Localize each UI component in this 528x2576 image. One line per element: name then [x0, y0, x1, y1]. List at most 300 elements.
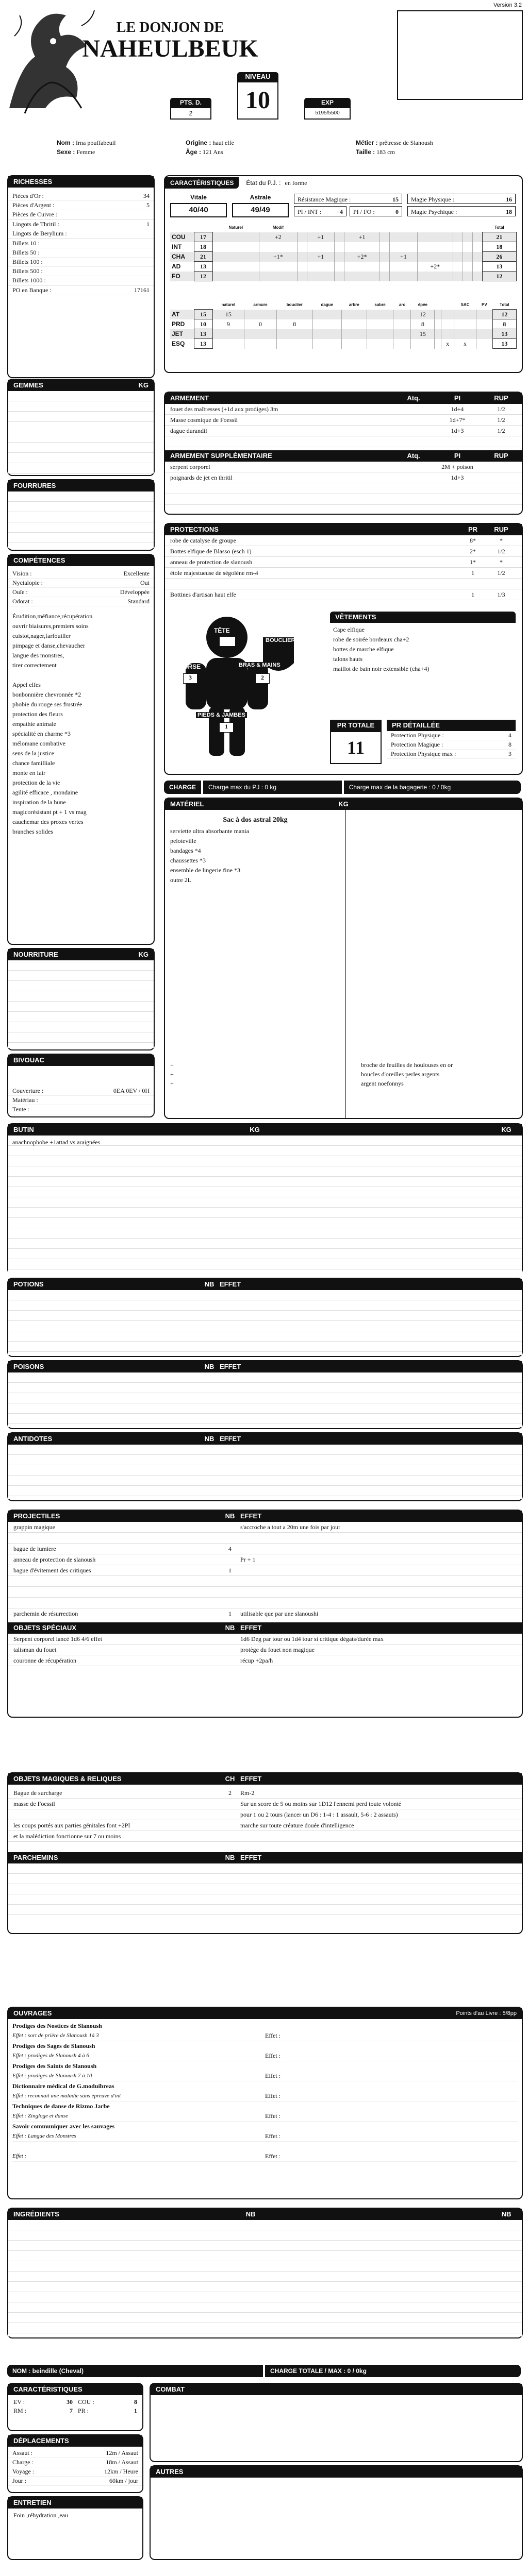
protection-pr[interactable]: 1	[471, 569, 474, 577]
ouvrage-effet[interactable]: Effet : prodiges de Slanoush 4 à 6	[12, 2053, 89, 2059]
deplacement-row-value[interactable]: 12km / Heure	[104, 2468, 138, 2475]
objet-special-nb[interactable]	[220, 1634, 240, 1644]
materiel-right-item[interactable]: argent noefonnys	[361, 1080, 404, 1087]
projectile-name[interactable]	[13, 1576, 220, 1586]
competence-item[interactable]: sens de la justice	[12, 750, 54, 757]
ouvrage-title[interactable]: Techniques de danse de Rizmo Jarbe	[12, 2103, 110, 2110]
armement-supp-name[interactable]: serpent corporel	[170, 463, 210, 470]
monture-stat-value[interactable]: 8	[134, 2398, 137, 2405]
competence-item[interactable]: protection de la vie	[12, 779, 60, 786]
stat-mod[interactable]	[259, 262, 298, 272]
projectile-nb[interactable]	[220, 1533, 240, 1543]
combat-mod[interactable]	[476, 319, 492, 329]
pieds-value[interactable]: 1	[219, 722, 234, 733]
competence-item[interactable]: branches solides	[12, 828, 53, 835]
tete-value[interactable]	[219, 636, 236, 647]
combat-total[interactable]: 13	[492, 339, 516, 349]
stat-mod[interactable]	[453, 262, 463, 272]
stat-mod[interactable]	[297, 232, 307, 242]
stat-mod[interactable]	[380, 242, 390, 252]
objet-magique-name[interactable]: les coups portés aux parties génitales font +2PI	[13, 1822, 130, 1829]
astrale-value[interactable]: 49/49	[232, 203, 289, 217]
objet-magique-nb[interactable]	[220, 1831, 240, 1841]
armement-rup[interactable]: 1/2	[497, 427, 505, 434]
ouvrage-effet[interactable]: Effet : Langue des Monstres	[12, 2133, 76, 2139]
competence-item[interactable]: Appel elfes	[12, 681, 41, 688]
stat-mod[interactable]	[453, 272, 463, 281]
combat-base[interactable]: 10	[194, 319, 212, 329]
combat-mod[interactable]	[441, 319, 454, 329]
objet-magique-nb[interactable]: 2	[228, 1789, 232, 1797]
competence-item[interactable]: Érudition,méfiance,récupération	[12, 613, 93, 620]
combat-total[interactable]: 12	[492, 310, 516, 319]
age-value[interactable]: 121 Ans	[203, 148, 223, 156]
deplacement-row-value[interactable]: 18m / Assaut	[106, 2459, 138, 2466]
armement-empty-row[interactable]	[165, 436, 522, 447]
vetement-item[interactable]: maillot de bain noir extensible (cha+4)	[333, 665, 430, 672]
stat-mod[interactable]: +1	[344, 232, 380, 242]
objet-special-nb[interactable]	[220, 1645, 240, 1655]
combat-mod[interactable]	[435, 310, 441, 319]
nom-value[interactable]: Irna pouffabeuil	[76, 139, 116, 146]
competence-item[interactable]: protection des fleurs	[12, 710, 63, 718]
nourriture-lines[interactable]	[8, 960, 154, 1048]
combat-mod[interactable]	[276, 310, 312, 319]
armement-atq[interactable]	[398, 404, 429, 414]
stat-base[interactable]: 21	[194, 252, 212, 262]
materiel-item[interactable]: peloteville	[170, 837, 196, 844]
combat-mod[interactable]	[435, 339, 441, 349]
protection-pr[interactable]: 1	[471, 591, 474, 598]
competence-item[interactable]: langue des monstres,	[12, 652, 64, 659]
pr-detail-row-value[interactable]: 3	[508, 750, 512, 757]
protection-rup[interactable]: *	[500, 537, 503, 544]
projectile-nb[interactable]: 1	[228, 1567, 232, 1574]
stat-mod[interactable]	[390, 242, 417, 252]
projectile-name[interactable]: bague d'évitement des critiques	[13, 1567, 91, 1574]
combat-mod[interactable]	[393, 310, 411, 319]
stat-mod[interactable]	[417, 232, 453, 242]
competence-item[interactable]: ouvrir biaisures,premiers soins	[12, 622, 89, 630]
ouvrage-title[interactable]: Prodiges des Nostices de Slanoush	[12, 2022, 102, 2029]
objet-magique-name[interactable]: et la malédiction fonctionne sur 7 ou moins	[13, 1833, 121, 1840]
armement-pi[interactable]: 1d+3	[451, 427, 464, 434]
competence-stat-value[interactable]: Développée	[120, 588, 150, 596]
ouvrage-effet[interactable]: Effet :	[12, 2153, 27, 2159]
protection-pr[interactable]: 2*	[470, 548, 476, 555]
stat-base[interactable]: 13	[194, 262, 212, 272]
poisons-lines[interactable]	[8, 1372, 522, 1427]
stat-mod[interactable]	[259, 242, 298, 252]
combat-mod[interactable]	[244, 329, 277, 339]
combat-mod[interactable]	[212, 329, 244, 339]
competence-item[interactable]: phobie du rouge ses frustrée	[12, 701, 82, 708]
combat-mod[interactable]	[393, 329, 411, 339]
competence-stat-value[interactable]: Oui	[140, 579, 150, 586]
combat-mod[interactable]	[367, 310, 393, 319]
combat-mod[interactable]	[276, 339, 312, 349]
objet-special-name[interactable]: couronne de récupération	[13, 1657, 76, 1664]
projectile-name[interactable]: parchemin de résurrection	[13, 1610, 78, 1617]
armement-supp-pi[interactable]: 2M + poison	[441, 463, 473, 470]
combat-mod[interactable]	[441, 310, 454, 319]
combat-mod[interactable]	[341, 339, 367, 349]
projectile-nb[interactable]: 1	[228, 1610, 232, 1617]
objet-special-nb[interactable]	[220, 1655, 240, 1666]
materiel-right-item[interactable]: boucles d'oreilles perles argents	[361, 1071, 440, 1078]
stat-mod[interactable]	[380, 252, 390, 262]
stat-mod[interactable]	[380, 262, 390, 272]
armement-supp-atq[interactable]	[398, 472, 429, 483]
stat-mod[interactable]	[259, 272, 298, 281]
antidotes-lines[interactable]	[8, 1445, 522, 1499]
materiel-item[interactable]: chaussettes *3	[170, 857, 206, 864]
stat-mod[interactable]	[463, 262, 473, 272]
stat-mod[interactable]: +1	[307, 252, 334, 262]
metier-value[interactable]: prêtresse de Slanoush	[379, 139, 433, 146]
combat-mod[interactable]	[454, 329, 476, 339]
gemmes-lines[interactable]	[8, 391, 154, 473]
stat-mod[interactable]	[212, 262, 259, 272]
materiel-item[interactable]: serviette ultra absorbante mania	[170, 827, 249, 835]
vetement-item[interactable]: bottes de marche elfique	[333, 646, 394, 653]
combat-mod[interactable]	[454, 310, 476, 319]
projectile-name[interactable]	[13, 1533, 220, 1543]
combat-mod[interactable]: 8	[276, 319, 312, 329]
stat-mod[interactable]	[380, 232, 390, 242]
magie-physique[interactable]: Magie Physique : 16	[407, 194, 516, 204]
armement-name[interactable]: Masse cosmique de Foessil	[170, 416, 238, 423]
stat-base[interactable]: 12	[194, 272, 212, 281]
taille-value[interactable]: 183 cm	[376, 148, 395, 156]
stat-mod[interactable]	[334, 242, 344, 252]
combat-total[interactable]: 13	[492, 329, 516, 339]
competence-item[interactable]	[12, 670, 150, 680]
protection-pr[interactable]	[460, 579, 486, 589]
materiel-right-item[interactable]: broche de feuilles de houlouses en or	[361, 1061, 453, 1069]
stat-mod[interactable]	[472, 242, 482, 252]
materiel-bottom-item[interactable]: +	[170, 1061, 174, 1069]
armement-atq[interactable]	[398, 415, 429, 425]
combat-mod[interactable]	[476, 310, 492, 319]
stat-mod[interactable]	[453, 232, 463, 242]
stat-mod[interactable]	[453, 242, 463, 252]
stat-mod[interactable]	[344, 262, 380, 272]
ouvrage-title[interactable]: Prodiges des Saints de Slanoush	[12, 2062, 97, 2070]
stat-mod[interactable]	[212, 252, 259, 262]
combat-mod[interactable]: 8	[411, 319, 435, 329]
combat-mod[interactable]	[244, 310, 277, 319]
combat-mod[interactable]	[341, 310, 367, 319]
armement-supp-empty-row[interactable]	[165, 483, 522, 494]
objet-magique-nb[interactable]	[220, 1820, 240, 1831]
pr-totale-value[interactable]: 11	[330, 731, 382, 764]
stat-mod[interactable]	[307, 242, 334, 252]
protection-name[interactable]: anneau de protection de slanoush	[170, 558, 253, 566]
armement-name[interactable]: fouet des maîtresses (+1d aux prodiges) 3m	[170, 405, 278, 413]
combat-mod[interactable]	[435, 319, 441, 329]
stat-total[interactable]: 21	[482, 232, 516, 242]
protection-name[interactable]: robe de catalyse de groupe	[170, 537, 236, 544]
combat-mod[interactable]: x	[454, 339, 476, 349]
protection-name[interactable]: étole majestueuse de ségolène rm-4	[170, 569, 258, 577]
stat-mod[interactable]	[344, 272, 380, 281]
stat-mod[interactable]	[307, 262, 334, 272]
protection-name[interactable]: Bottes elfique de Blasso (esch 1)	[170, 548, 252, 555]
armement-pi[interactable]: 1d+7*	[449, 416, 466, 423]
competence-item[interactable]: inspiration de la hune	[12, 799, 66, 806]
competence-item[interactable]: agilité efficace , mondaine	[12, 789, 78, 796]
bivouac-row-value[interactable]: 0EA 0EV / 0H	[113, 1087, 150, 1094]
combat-mod[interactable]	[441, 329, 454, 339]
armement-rup[interactable]: 1/2	[497, 405, 505, 413]
richesse-row-value[interactable]: 17161	[134, 286, 150, 294]
combat-base[interactable]: 15	[194, 310, 212, 319]
competence-stat-value[interactable]: Excellente	[123, 570, 150, 577]
richesse-row-value[interactable]: 5	[146, 201, 150, 209]
stat-mod[interactable]: +1*	[259, 252, 298, 262]
portrait-box[interactable]	[397, 10, 523, 100]
stat-mod[interactable]	[472, 262, 482, 272]
stat-base[interactable]: 18	[194, 242, 212, 252]
stat-total[interactable]: 18	[482, 242, 516, 252]
projectile-effet[interactable]	[240, 1576, 517, 1586]
projectile-effet[interactable]	[240, 1598, 517, 1608]
stat-mod[interactable]	[297, 242, 307, 252]
combat-mod[interactable]	[411, 339, 435, 349]
projectile-name[interactable]: grappin magique	[13, 1523, 55, 1531]
combat-mod[interactable]	[341, 319, 367, 329]
combat-mod[interactable]	[367, 319, 393, 329]
protection-name[interactable]	[170, 579, 460, 589]
materiel-bottom-item[interactable]: +	[170, 1080, 174, 1087]
competence-item[interactable]: bonbonnière chevronnée *2	[12, 691, 81, 698]
stat-mod[interactable]: +2*	[417, 262, 453, 272]
protection-pr[interactable]: 8*	[470, 537, 476, 544]
combat-mod[interactable]	[454, 319, 476, 329]
stat-mod[interactable]	[334, 252, 344, 262]
combat-mod[interactable]	[276, 329, 312, 339]
ingredients-lines[interactable]	[8, 2220, 522, 2336]
stat-mod[interactable]	[453, 252, 463, 262]
protection-name[interactable]: Bottines d'artisan haut elfe	[170, 591, 236, 598]
combat-mod[interactable]	[312, 329, 341, 339]
ouvrage-title[interactable]	[12, 2142, 265, 2151]
objet-magique-effet[interactable]: marche sur toute créature douée d'intelligence	[240, 1822, 354, 1829]
competence-item[interactable]: empathie animale	[12, 720, 56, 727]
armement-supp-pi[interactable]: 1d+3	[451, 474, 464, 481]
combat-mod[interactable]: 0	[244, 319, 277, 329]
combat-mod[interactable]	[312, 319, 341, 329]
vetement-item[interactable]: Cape elfique	[333, 626, 365, 633]
combat-mod[interactable]	[212, 339, 244, 349]
stat-mod[interactable]	[463, 252, 473, 262]
protection-rup[interactable]: 1/2	[497, 548, 505, 555]
protection-rup[interactable]: *	[500, 558, 503, 566]
stat-mod[interactable]	[390, 262, 417, 272]
protection-rup[interactable]: 1/2	[497, 569, 505, 577]
combat-mod[interactable]: 15	[411, 329, 435, 339]
stat-mod[interactable]	[472, 272, 482, 281]
objet-special-effet[interactable]: protège du fouet non magique	[240, 1646, 315, 1653]
stat-mod[interactable]: +2*	[344, 252, 380, 262]
armement-supp-empty-row[interactable]	[165, 494, 522, 505]
richesse-row-value[interactable]: 34	[143, 192, 150, 199]
stat-mod[interactable]	[334, 262, 344, 272]
objet-magique-name[interactable]: masse de Foessil	[13, 1800, 55, 1807]
stat-mod[interactable]: +1	[390, 252, 417, 262]
monture-stat-value[interactable]: 7	[70, 2407, 73, 2414]
stat-mod[interactable]	[212, 242, 259, 252]
potions-lines[interactable]	[8, 1290, 522, 1355]
ouvrage-effet-right[interactable]: Effet :	[265, 2132, 281, 2140]
pts-value[interactable]: 2	[170, 107, 211, 120]
competence-item[interactable]: mélomane combative	[12, 740, 65, 747]
materiel-bottom-item[interactable]: +	[170, 1071, 174, 1078]
competence-item[interactable]: monte en fair	[12, 769, 45, 776]
armement-supp-name[interactable]: poignards de jet en thritil	[170, 474, 233, 481]
deplacement-row-value[interactable]: 12m / Assaut	[106, 2449, 138, 2456]
stat-mod[interactable]	[463, 272, 473, 281]
objet-magique-name[interactable]	[13, 1809, 220, 1820]
vetement-item[interactable]: talons hauts	[333, 655, 362, 663]
stat-mod[interactable]	[417, 242, 453, 252]
competence-item[interactable]: tirer correctement	[12, 662, 57, 669]
protection-pr[interactable]: 1*	[470, 558, 476, 566]
competence-item[interactable]: pimpage et danse,chevaucher	[12, 642, 85, 649]
objet-special-name[interactable]: Serpent corporel lancé 1d6 4/6 effet	[13, 1635, 103, 1642]
stat-mod[interactable]	[307, 272, 334, 281]
combat-mod[interactable]	[476, 339, 492, 349]
niveau-value[interactable]: 10	[237, 81, 278, 120]
parchemins-lines[interactable]	[8, 1863, 522, 1920]
stat-mod[interactable]	[297, 262, 307, 272]
stat-mod[interactable]	[334, 232, 344, 242]
protection-rup[interactable]	[486, 579, 517, 589]
combat-mod[interactable]	[244, 339, 277, 349]
projectile-effet[interactable]: utilisable que par une slanoushi	[240, 1610, 319, 1617]
ouvrage-effet-right[interactable]: Effet :	[265, 2112, 281, 2120]
resistance-magique[interactable]: Résistance Magique : 15	[294, 194, 402, 204]
monture-stat-value[interactable]: 1	[134, 2407, 137, 2414]
combat-mod[interactable]	[435, 329, 441, 339]
materiel-item[interactable]: ensemble de lingerie fine *3	[170, 867, 240, 874]
objet-magique-name[interactable]: Bague de surcharge	[13, 1789, 62, 1797]
armement-supp-atq[interactable]	[398, 462, 429, 472]
objet-magique-effet[interactable]: pour 1 ou 2 tours (lancer un D6 : 1-4 : 1 assault, 5-6 : 2 assauts)	[240, 1811, 398, 1818]
sexe-value[interactable]: Femme	[76, 148, 95, 156]
fourrures-lines[interactable]	[8, 492, 154, 548]
projectile-effet[interactable]	[240, 1544, 517, 1554]
objet-special-effet[interactable]: 1d6 Deg par tour ou 1d4 tour si critique dégats/durée max	[240, 1635, 384, 1642]
ouvrage-effet-right[interactable]: Effet :	[265, 2032, 281, 2039]
entretien-value[interactable]: Foin ,réhydration ,eau	[13, 2512, 68, 2519]
materiel-item[interactable]: bandages *4	[170, 847, 201, 854]
butin-item[interactable]: anachnophobe +1attad vs araignées	[12, 1139, 101, 1146]
competence-item[interactable]: cuistot,nager,farfouiller	[12, 632, 71, 639]
competence-item[interactable]: chance familliale	[12, 759, 55, 767]
stat-mod[interactable]	[297, 252, 307, 262]
combat-mod[interactable]	[393, 319, 411, 329]
origine-value[interactable]: haut elfe	[212, 139, 234, 146]
projectile-nb[interactable]	[220, 1576, 240, 1586]
torse-value[interactable]: 3	[183, 673, 197, 684]
ouvrage-title[interactable]: Prodiges des Sages de Slanoush	[12, 2042, 95, 2049]
combat-mod[interactable]	[476, 329, 492, 339]
ouvrage-effet[interactable]: Effet : Zingloge et danse	[12, 2113, 69, 2119]
combat-mod[interactable]	[312, 310, 341, 319]
competence-item[interactable]: cauchemar des proxes vertes	[12, 818, 84, 825]
pi-int[interactable]: PI / INT : +4	[294, 206, 346, 216]
bras-value[interactable]: 2	[255, 673, 270, 684]
combat-mod[interactable]	[341, 329, 367, 339]
projectile-name[interactable]	[13, 1598, 220, 1608]
stat-mod[interactable]	[463, 232, 473, 242]
combat-mod[interactable]	[367, 339, 393, 349]
ouvrage-effet-right[interactable]: Effet :	[265, 2153, 281, 2160]
stat-mod[interactable]	[390, 272, 417, 281]
combat-total[interactable]: 8	[492, 319, 516, 329]
projectile-nb[interactable]	[220, 1554, 240, 1565]
exp-value[interactable]: 5195/5500	[304, 107, 351, 120]
richesse-row-value[interactable]: 1	[146, 221, 150, 228]
ouvrage-effet-right[interactable]: Effet :	[265, 2052, 281, 2059]
stat-mod[interactable]	[380, 272, 390, 281]
vitale-value[interactable]: 40/40	[170, 203, 227, 217]
combat-base[interactable]: 13	[194, 329, 212, 339]
objet-magique-effet[interactable]: Rm-2	[240, 1789, 255, 1797]
stat-total[interactable]: 12	[482, 272, 516, 281]
ouvrage-title[interactable]: Dictionnaire médical de G.moduibreas	[12, 2082, 114, 2090]
stat-mod[interactable]: +1	[307, 232, 334, 242]
objet-special-effet[interactable]: récup +2pa/h	[240, 1657, 273, 1664]
projectile-effet[interactable]: s'accroche a tout a 20m une fois par jour	[240, 1523, 341, 1531]
stat-total[interactable]: 13	[482, 262, 516, 272]
combat-mod[interactable]	[312, 339, 341, 349]
objet-magique-nb[interactable]	[220, 1809, 240, 1820]
projectile-effet[interactable]	[240, 1587, 517, 1597]
competence-stat-value[interactable]: Standard	[127, 598, 150, 605]
ouvrage-effet-right[interactable]: Effet :	[265, 2072, 281, 2079]
combat-mod[interactable]	[393, 339, 411, 349]
combat-base[interactable]: 13	[194, 339, 212, 349]
ouvrage-title[interactable]: Savoir communiquer avec les sauvages	[12, 2123, 115, 2130]
competence-item[interactable]: spécialité en charme *3	[12, 730, 71, 737]
projectile-name[interactable]	[13, 1587, 220, 1597]
armement-supp-rup[interactable]	[486, 462, 517, 472]
stat-mod[interactable]	[472, 252, 482, 262]
projectile-nb[interactable]: 4	[228, 1545, 232, 1552]
combat-mod[interactable]: 15	[212, 310, 244, 319]
objet-magique-effet[interactable]: Sur un score de 5 ou moins sur 1D12 l'ennemi perd toute volonté	[240, 1800, 402, 1807]
pr-detail-row-value[interactable]: 8	[508, 741, 512, 748]
armement-pi[interactable]: 1d+4	[451, 405, 464, 413]
stat-mod[interactable]	[417, 252, 453, 262]
combat-mod[interactable]: 9	[212, 319, 244, 329]
projectile-nb[interactable]	[220, 1587, 240, 1597]
pr-detail-row-value[interactable]: 4	[508, 732, 512, 739]
stat-mod[interactable]	[463, 242, 473, 252]
projectile-name[interactable]: bague de lumiere	[13, 1545, 56, 1552]
armement-supp-rup[interactable]	[486, 472, 517, 483]
stat-mod[interactable]	[417, 272, 453, 281]
projectile-name[interactable]: anneau de protection de slanoush	[13, 1556, 96, 1563]
projectile-nb[interactable]	[220, 1522, 240, 1532]
combat-mod[interactable]: 12	[411, 310, 435, 319]
ouvrage-effet-right[interactable]: Effet :	[265, 2092, 281, 2099]
stat-total[interactable]: 26	[482, 252, 516, 262]
stat-mod[interactable]	[472, 232, 482, 242]
